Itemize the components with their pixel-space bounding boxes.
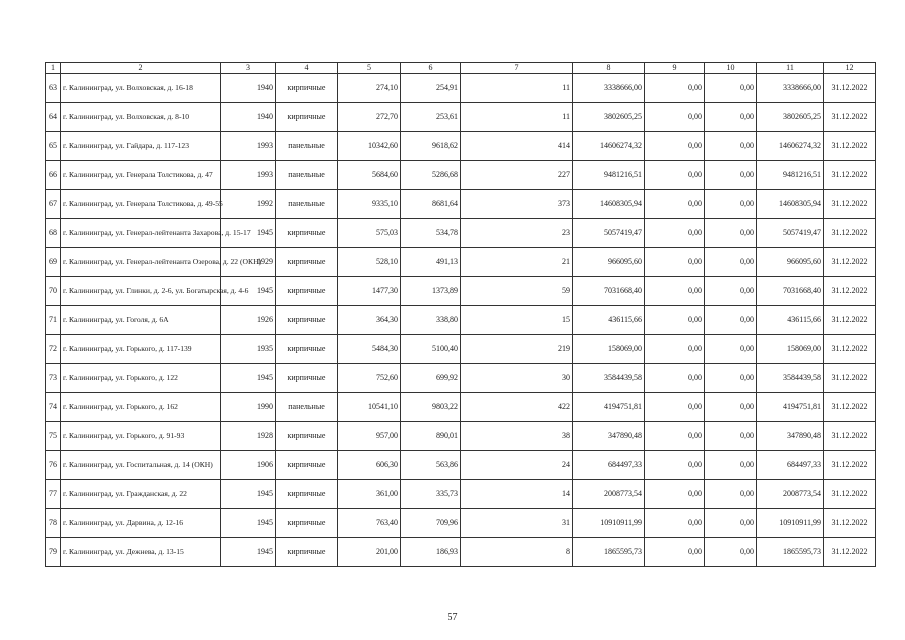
funding-cell: 0,00 xyxy=(705,480,757,509)
year-cell: 1928 xyxy=(221,422,276,451)
total-area-cell: 1477,30 xyxy=(338,277,401,306)
funding-cell: 0,00 xyxy=(705,335,757,364)
row-number: 69 xyxy=(46,248,61,277)
funding-cell: 7031668,40 xyxy=(757,277,824,306)
wall-material-cell: кирпичные xyxy=(276,103,338,132)
wall-material-cell: кирпичные xyxy=(276,509,338,538)
total-area-cell: 9335,10 xyxy=(338,190,401,219)
year-cell: 1929 xyxy=(221,248,276,277)
address-cell: г. Калининград, ул. Горького, д. 91-93 xyxy=(61,422,221,451)
funding-cell: 3338666,00 xyxy=(757,74,824,103)
funding-cell: 5057419,47 xyxy=(757,219,824,248)
address-cell: г. Калининград, ул. Гражданская, д. 22 xyxy=(61,480,221,509)
wall-material-cell: кирпичные xyxy=(276,74,338,103)
total-cost-cell: 2008773,54 xyxy=(573,480,645,509)
row-number: 63 xyxy=(46,74,61,103)
deadline-cell: 31.12.2022 xyxy=(824,393,876,422)
total-area-cell: 274,10 xyxy=(338,74,401,103)
total-cost-cell: 10910911,99 xyxy=(573,509,645,538)
year-cell: 1945 xyxy=(221,509,276,538)
funding-cell: 347890,48 xyxy=(757,422,824,451)
residents-cell: 21 xyxy=(461,248,573,277)
year-cell: 1945 xyxy=(221,277,276,306)
total-cost-cell: 158069,00 xyxy=(573,335,645,364)
deadline-cell: 31.12.2022 xyxy=(824,219,876,248)
funding-cell: 3802605,25 xyxy=(757,103,824,132)
living-area-cell: 534,78 xyxy=(401,219,461,248)
deadline-cell: 31.12.2022 xyxy=(824,161,876,190)
table-row xyxy=(46,480,876,509)
living-area-cell: 9803,22 xyxy=(401,393,461,422)
wall-material-cell: кирпичные xyxy=(276,248,338,277)
funding-cell: 158069,00 xyxy=(757,335,824,364)
residents-cell: 373 xyxy=(461,190,573,219)
address-cell: г. Калининград, ул. Волховская, д. 8-10 xyxy=(61,103,221,132)
funding-cell: 9481216,51 xyxy=(757,161,824,190)
funding-cell: 14608305,94 xyxy=(757,190,824,219)
deadline-cell: 31.12.2022 xyxy=(824,248,876,277)
funding-cell: 2008773,54 xyxy=(757,480,824,509)
row-number: 79 xyxy=(46,538,61,567)
total-cost-cell: 436115,66 xyxy=(573,306,645,335)
year-cell: 1945 xyxy=(221,364,276,393)
residents-cell: 219 xyxy=(461,335,573,364)
total-area-cell: 528,10 xyxy=(338,248,401,277)
total-cost-cell: 1865595,73 xyxy=(573,538,645,567)
funding-cell: 0,00 xyxy=(705,306,757,335)
total-cost-cell: 4194751,81 xyxy=(573,393,645,422)
address-cell: г. Калининград, ул. Глинки, д. 2-6, ул. Богатырская, д. 4-6 xyxy=(61,277,221,306)
address-cell: г. Калининград, ул. Гоголя, д. 6А xyxy=(61,306,221,335)
table-row xyxy=(46,248,876,277)
row-number: 65 xyxy=(46,132,61,161)
deadline-cell: 31.12.2022 xyxy=(824,306,876,335)
row-number: 75 xyxy=(46,422,61,451)
funding-cell: 0,00 xyxy=(645,103,705,132)
funding-cell: 0,00 xyxy=(645,422,705,451)
wall-material-cell: панельные xyxy=(276,190,338,219)
column-number: 2 xyxy=(61,63,221,74)
total-cost-cell: 684497,33 xyxy=(573,451,645,480)
living-area-cell: 9618,62 xyxy=(401,132,461,161)
year-cell: 1940 xyxy=(221,103,276,132)
column-number: 12 xyxy=(824,63,876,74)
row-number: 67 xyxy=(46,190,61,219)
residents-cell: 422 xyxy=(461,393,573,422)
table-row xyxy=(46,422,876,451)
funding-cell: 0,00 xyxy=(705,74,757,103)
row-number: 66 xyxy=(46,161,61,190)
residents-cell: 15 xyxy=(461,306,573,335)
column-number: 7 xyxy=(461,63,573,74)
total-area-cell: 10342,60 xyxy=(338,132,401,161)
column-number: 9 xyxy=(645,63,705,74)
address-cell: г. Калининград, ул. Горького, д. 162 xyxy=(61,393,221,422)
row-number: 71 xyxy=(46,306,61,335)
address-cell: г. Калининград, ул. Генерала Толстикова, д. 47 xyxy=(61,161,221,190)
year-cell: 1940 xyxy=(221,74,276,103)
residents-cell: 14 xyxy=(461,480,573,509)
funding-cell: 0,00 xyxy=(705,422,757,451)
table-row xyxy=(46,277,876,306)
address-cell: г. Калининград, ул. Дарвина, д. 12-16 xyxy=(61,509,221,538)
funding-cell: 0,00 xyxy=(645,219,705,248)
residents-cell: 59 xyxy=(461,277,573,306)
funding-cell: 0,00 xyxy=(705,538,757,567)
funding-cell: 0,00 xyxy=(705,364,757,393)
address-cell: г. Калининград, ул. Генерал-лейтенанта Озерова, д. 22 (ОКН) xyxy=(61,248,221,277)
year-cell: 1926 xyxy=(221,306,276,335)
total-cost-cell: 5057419,47 xyxy=(573,219,645,248)
table-row xyxy=(46,190,876,219)
living-area-cell: 186,93 xyxy=(401,538,461,567)
deadline-cell: 31.12.2022 xyxy=(824,190,876,219)
total-area-cell: 5684,60 xyxy=(338,161,401,190)
funding-cell: 0,00 xyxy=(705,103,757,132)
row-number: 70 xyxy=(46,277,61,306)
residents-cell: 38 xyxy=(461,422,573,451)
year-cell: 1945 xyxy=(221,538,276,567)
deadline-cell: 31.12.2022 xyxy=(824,509,876,538)
address-cell: г. Калининград, ул. Горького, д. 122 xyxy=(61,364,221,393)
row-number: 68 xyxy=(46,219,61,248)
living-area-cell: 254,91 xyxy=(401,74,461,103)
deadline-cell: 31.12.2022 xyxy=(824,74,876,103)
table-row xyxy=(46,393,876,422)
table-row xyxy=(46,161,876,190)
row-number: 73 xyxy=(46,364,61,393)
funding-cell: 10910911,99 xyxy=(757,509,824,538)
column-number: 3 xyxy=(221,63,276,74)
row-number: 76 xyxy=(46,451,61,480)
funding-cell: 0,00 xyxy=(645,335,705,364)
wall-material-cell: кирпичные xyxy=(276,422,338,451)
wall-material-cell: кирпичные xyxy=(276,451,338,480)
year-cell: 1935 xyxy=(221,335,276,364)
living-area-cell: 5286,68 xyxy=(401,161,461,190)
column-number: 6 xyxy=(401,63,461,74)
living-area-cell: 563,86 xyxy=(401,451,461,480)
total-cost-cell: 7031668,40 xyxy=(573,277,645,306)
living-area-cell: 890,01 xyxy=(401,422,461,451)
wall-material-cell: панельные xyxy=(276,161,338,190)
deadline-cell: 31.12.2022 xyxy=(824,132,876,161)
living-area-cell: 335,73 xyxy=(401,480,461,509)
funding-cell: 0,00 xyxy=(705,509,757,538)
address-cell: г. Калининград, ул. Горького, д. 117-139 xyxy=(61,335,221,364)
total-area-cell: 957,00 xyxy=(338,422,401,451)
deadline-cell: 31.12.2022 xyxy=(824,538,876,567)
total-cost-cell: 3584439,58 xyxy=(573,364,645,393)
funding-cell: 0,00 xyxy=(645,364,705,393)
funding-cell: 0,00 xyxy=(645,393,705,422)
column-number: 11 xyxy=(757,63,824,74)
total-area-cell: 201,00 xyxy=(338,538,401,567)
year-cell: 1906 xyxy=(221,451,276,480)
living-area-cell: 253,61 xyxy=(401,103,461,132)
address-cell: г. Калининград, ул. Генерала Толстикова, д. 49-55 xyxy=(61,190,221,219)
funding-cell: 1865595,73 xyxy=(757,538,824,567)
total-area-cell: 272,70 xyxy=(338,103,401,132)
residents-cell: 11 xyxy=(461,103,573,132)
wall-material-cell: кирпичные xyxy=(276,538,338,567)
living-area-cell: 8681,64 xyxy=(401,190,461,219)
wall-material-cell: панельные xyxy=(276,132,338,161)
funding-cell: 0,00 xyxy=(645,132,705,161)
table-row xyxy=(46,306,876,335)
residents-cell: 8 xyxy=(461,538,573,567)
funding-cell: 14606274,32 xyxy=(757,132,824,161)
row-number: 74 xyxy=(46,393,61,422)
funding-cell: 0,00 xyxy=(645,277,705,306)
address-cell: г. Калининград, ул. Госпитальная, д. 14 (ОКН) xyxy=(61,451,221,480)
living-area-cell: 5100,40 xyxy=(401,335,461,364)
funding-cell: 0,00 xyxy=(705,248,757,277)
living-area-cell: 1373,89 xyxy=(401,277,461,306)
deadline-cell: 31.12.2022 xyxy=(824,364,876,393)
residents-cell: 30 xyxy=(461,364,573,393)
year-cell: 1945 xyxy=(221,480,276,509)
table-row xyxy=(46,509,876,538)
funding-cell: 0,00 xyxy=(705,277,757,306)
wall-material-cell: кирпичные xyxy=(276,335,338,364)
funding-cell: 684497,33 xyxy=(757,451,824,480)
table-row xyxy=(46,451,876,480)
column-number: 8 xyxy=(573,63,645,74)
deadline-cell: 31.12.2022 xyxy=(824,335,876,364)
funding-cell: 966095,60 xyxy=(757,248,824,277)
year-cell: 1992 xyxy=(221,190,276,219)
total-cost-cell: 14606274,32 xyxy=(573,132,645,161)
deadline-cell: 31.12.2022 xyxy=(824,103,876,132)
funding-cell: 0,00 xyxy=(645,451,705,480)
funding-cell: 0,00 xyxy=(705,393,757,422)
funding-cell: 0,00 xyxy=(645,306,705,335)
funding-cell: 0,00 xyxy=(705,132,757,161)
funding-cell: 3584439,58 xyxy=(757,364,824,393)
table-row xyxy=(46,364,876,393)
table-row xyxy=(46,335,876,364)
deadline-cell: 31.12.2022 xyxy=(824,277,876,306)
total-area-cell: 763,40 xyxy=(338,509,401,538)
funding-cell: 0,00 xyxy=(645,509,705,538)
residents-cell: 227 xyxy=(461,161,573,190)
wall-material-cell: кирпичные xyxy=(276,219,338,248)
table-row xyxy=(46,219,876,248)
column-number: 10 xyxy=(705,63,757,74)
living-area-cell: 699,92 xyxy=(401,364,461,393)
column-number: 1 xyxy=(46,63,61,74)
living-area-cell: 338,80 xyxy=(401,306,461,335)
table-row xyxy=(46,538,876,567)
table-row xyxy=(46,103,876,132)
funding-cell: 436115,66 xyxy=(757,306,824,335)
residents-cell: 23 xyxy=(461,219,573,248)
register-table xyxy=(45,62,876,567)
wall-material-cell: кирпичные xyxy=(276,480,338,509)
address-cell: г. Калининград, ул. Дежнева, д. 13-15 xyxy=(61,538,221,567)
row-number: 72 xyxy=(46,335,61,364)
funding-cell: 0,00 xyxy=(645,190,705,219)
residents-cell: 31 xyxy=(461,509,573,538)
total-cost-cell: 3802605,25 xyxy=(573,103,645,132)
address-cell: г. Калининград, ул. Гайдара, д. 117-123 xyxy=(61,132,221,161)
total-cost-cell: 966095,60 xyxy=(573,248,645,277)
total-area-cell: 364,30 xyxy=(338,306,401,335)
funding-cell: 0,00 xyxy=(645,480,705,509)
deadline-cell: 31.12.2022 xyxy=(824,451,876,480)
total-area-cell: 5484,30 xyxy=(338,335,401,364)
funding-cell: 0,00 xyxy=(705,190,757,219)
year-cell: 1945 xyxy=(221,219,276,248)
funding-cell: 0,00 xyxy=(705,161,757,190)
row-number: 78 xyxy=(46,509,61,538)
total-area-cell: 361,00 xyxy=(338,480,401,509)
wall-material-cell: кирпичные xyxy=(276,364,338,393)
total-cost-cell: 347890,48 xyxy=(573,422,645,451)
residents-cell: 414 xyxy=(461,132,573,161)
total-area-cell: 606,30 xyxy=(338,451,401,480)
wall-material-cell: панельные xyxy=(276,393,338,422)
page-number: 57 xyxy=(447,612,458,623)
year-cell: 1990 xyxy=(221,393,276,422)
total-cost-cell: 9481216,51 xyxy=(573,161,645,190)
total-area-cell: 575,03 xyxy=(338,219,401,248)
residents-cell: 24 xyxy=(461,451,573,480)
address-cell: г. Калининград, ул. Волховская, д. 16-18 xyxy=(61,74,221,103)
column-number: 5 xyxy=(338,63,401,74)
wall-material-cell: кирпичные xyxy=(276,306,338,335)
address-cell: г. Калининград, ул. Генерал-лейтенанта Захарова, д. 15-17 xyxy=(61,219,221,248)
funding-cell: 0,00 xyxy=(645,248,705,277)
table-row xyxy=(46,132,876,161)
total-cost-cell: 3338666,00 xyxy=(573,74,645,103)
living-area-cell: 491,13 xyxy=(401,248,461,277)
funding-cell: 4194751,81 xyxy=(757,393,824,422)
column-number-header-row xyxy=(46,63,876,74)
funding-cell: 0,00 xyxy=(705,219,757,248)
column-number: 4 xyxy=(276,63,338,74)
living-area-cell: 709,96 xyxy=(401,509,461,538)
funding-cell: 0,00 xyxy=(705,451,757,480)
funding-cell: 0,00 xyxy=(645,538,705,567)
table-row xyxy=(46,74,876,103)
residents-cell: 11 xyxy=(461,74,573,103)
year-cell: 1993 xyxy=(221,132,276,161)
wall-material-cell: кирпичные xyxy=(276,277,338,306)
deadline-cell: 31.12.2022 xyxy=(824,422,876,451)
deadline-cell: 31.12.2022 xyxy=(824,480,876,509)
row-number: 64 xyxy=(46,103,61,132)
total-area-cell: 10541,10 xyxy=(338,393,401,422)
total-area-cell: 752,60 xyxy=(338,364,401,393)
row-number: 77 xyxy=(46,480,61,509)
funding-cell: 0,00 xyxy=(645,74,705,103)
year-cell: 1993 xyxy=(221,161,276,190)
funding-cell: 0,00 xyxy=(645,161,705,190)
total-cost-cell: 14608305,94 xyxy=(573,190,645,219)
